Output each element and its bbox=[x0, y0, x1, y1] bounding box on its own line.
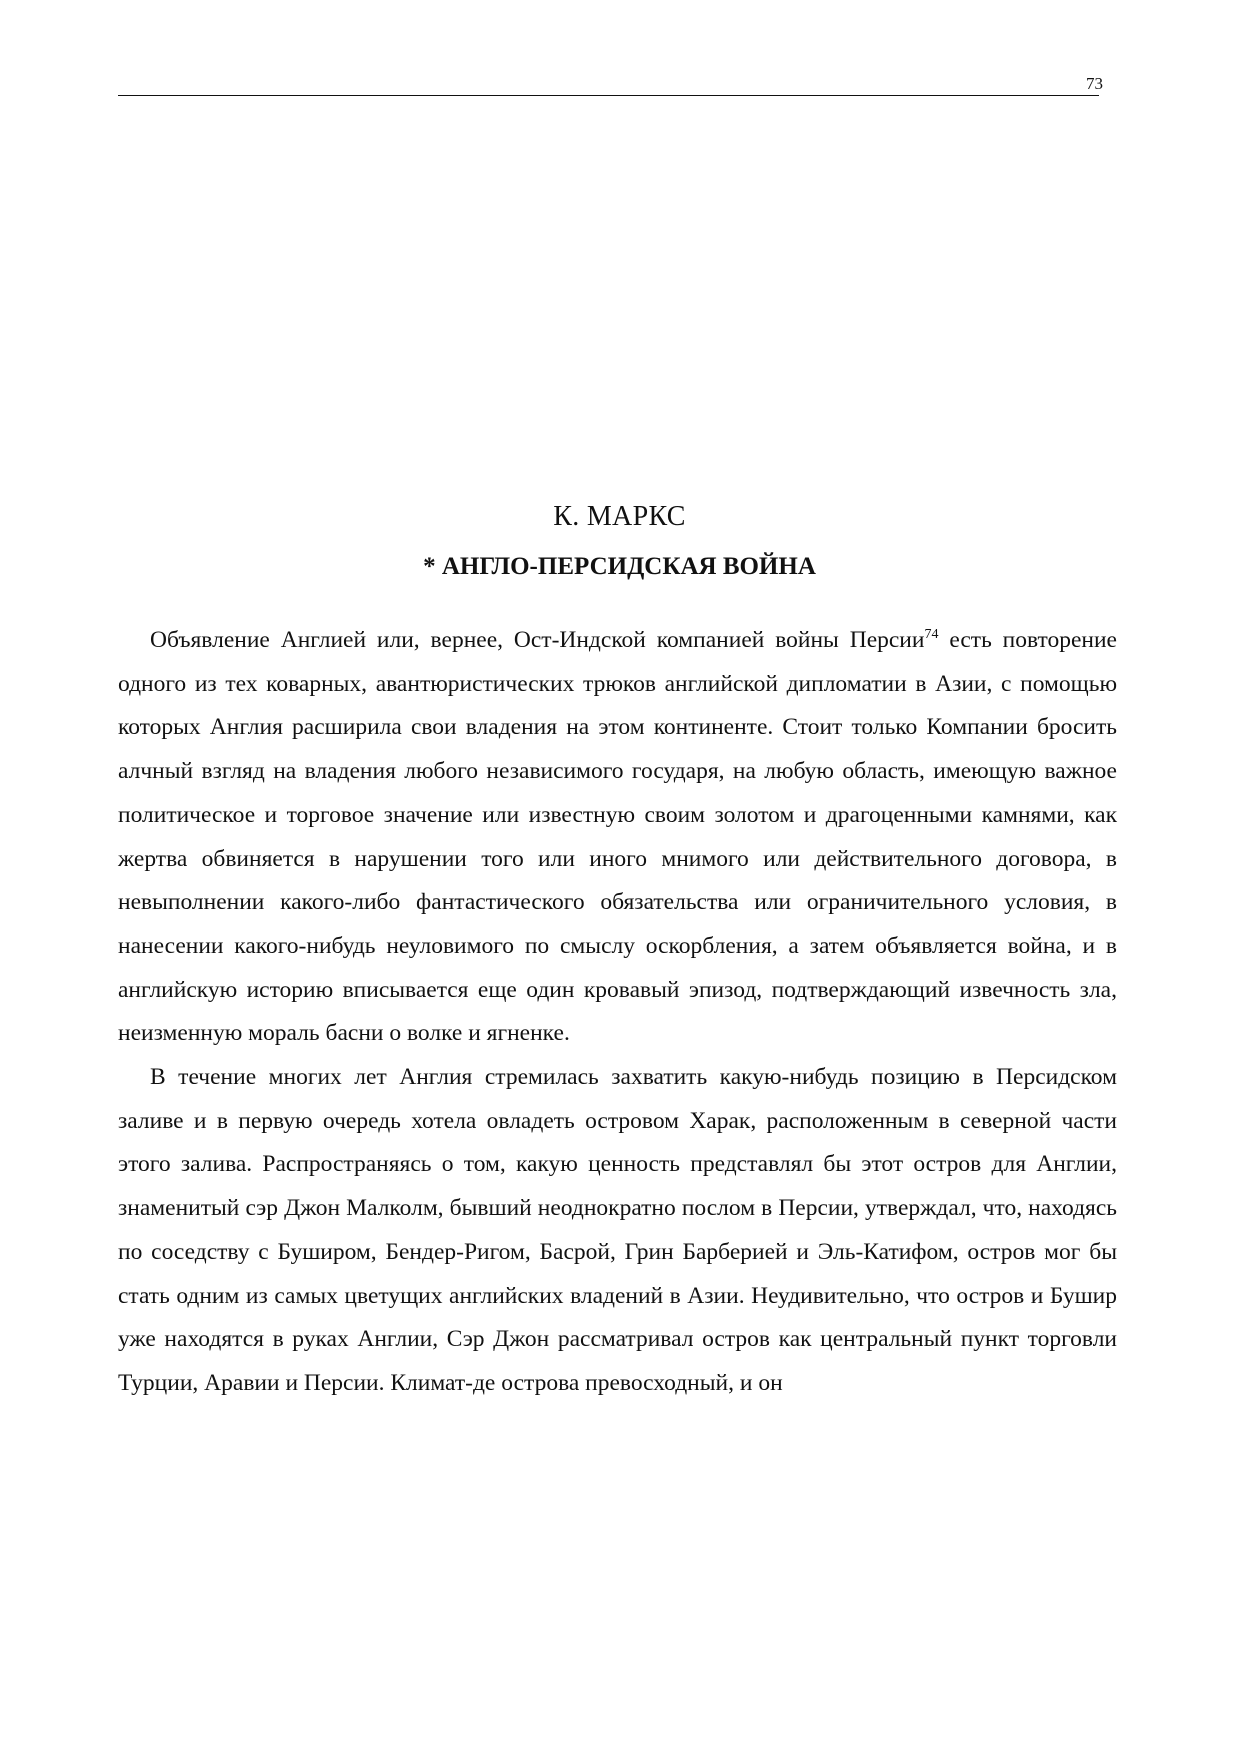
paragraph-1-text-start: Объявление Англией или, вернее, Ост-Индской компанией войны Персии bbox=[150, 627, 925, 653]
paragraph-2: В течение многих лет Англия стремилась захватить какую-нибудь позицию в Персидском заливе и в первую очередь хотела овладеть островом Харак, расположенным в северной части этого залива. Распространяясь о том, какую ценность представлял бы этот остров для Англии, знаменитый сэр Джон Малколм, бывший неоднократно послом в Персии, утверждал, что, находясь по соседству с Буширом, Бендер-Ригом, Басрой, Грин Барберией и Эль-Катифом, остров мог бы стать одним из самых цветущих английских владений в Азии. Неудивительно, что остров и Бушир уже находятся в руках Англии, Сэр Джон рассматривал остров как центральный пункт торговли Турции, Аравии и Персии. Климат-де острова превосходный, и он bbox=[118, 1064, 1117, 1396]
article-body bbox=[118, 619, 1117, 1406]
header-rule bbox=[118, 95, 1099, 96]
footnote-reference: 74 bbox=[924, 627, 939, 642]
article-title: * АНГЛО-ПЕРСИДСКАЯ ВОЙНА bbox=[423, 553, 816, 580]
paragraph-1 bbox=[118, 619, 1117, 1056]
author-name: К. МАРКС bbox=[553, 501, 686, 532]
paragraph-1-text-end: есть повторение одного из тех коварных, авантюристических трюков английской дипломатии в Азии, с помощью которых Англия расширила свои владения на этом континенте. Стоит только Компании бросить алчный взгляд на владения любого независимого государя, на любую область, имеющую важное политическое и торговое значение или известную своим золотом и драгоценными камнями, как жертва обвиняется в нарушении того или иного мнимого или действительного договора, в невыполнении какого-либо фантастического обязательства или ограничительного условия, в нанесении какого-нибудь неуловимого по смыслу оскорбления, а затем объявляется война, и в английскую историю вписывается еще один кровавый эпизод, подтверждающий извечность зла, неизменную мораль басни о волке и ягненке. bbox=[118, 627, 1117, 1047]
page-number: 73 bbox=[1086, 74, 1103, 93]
